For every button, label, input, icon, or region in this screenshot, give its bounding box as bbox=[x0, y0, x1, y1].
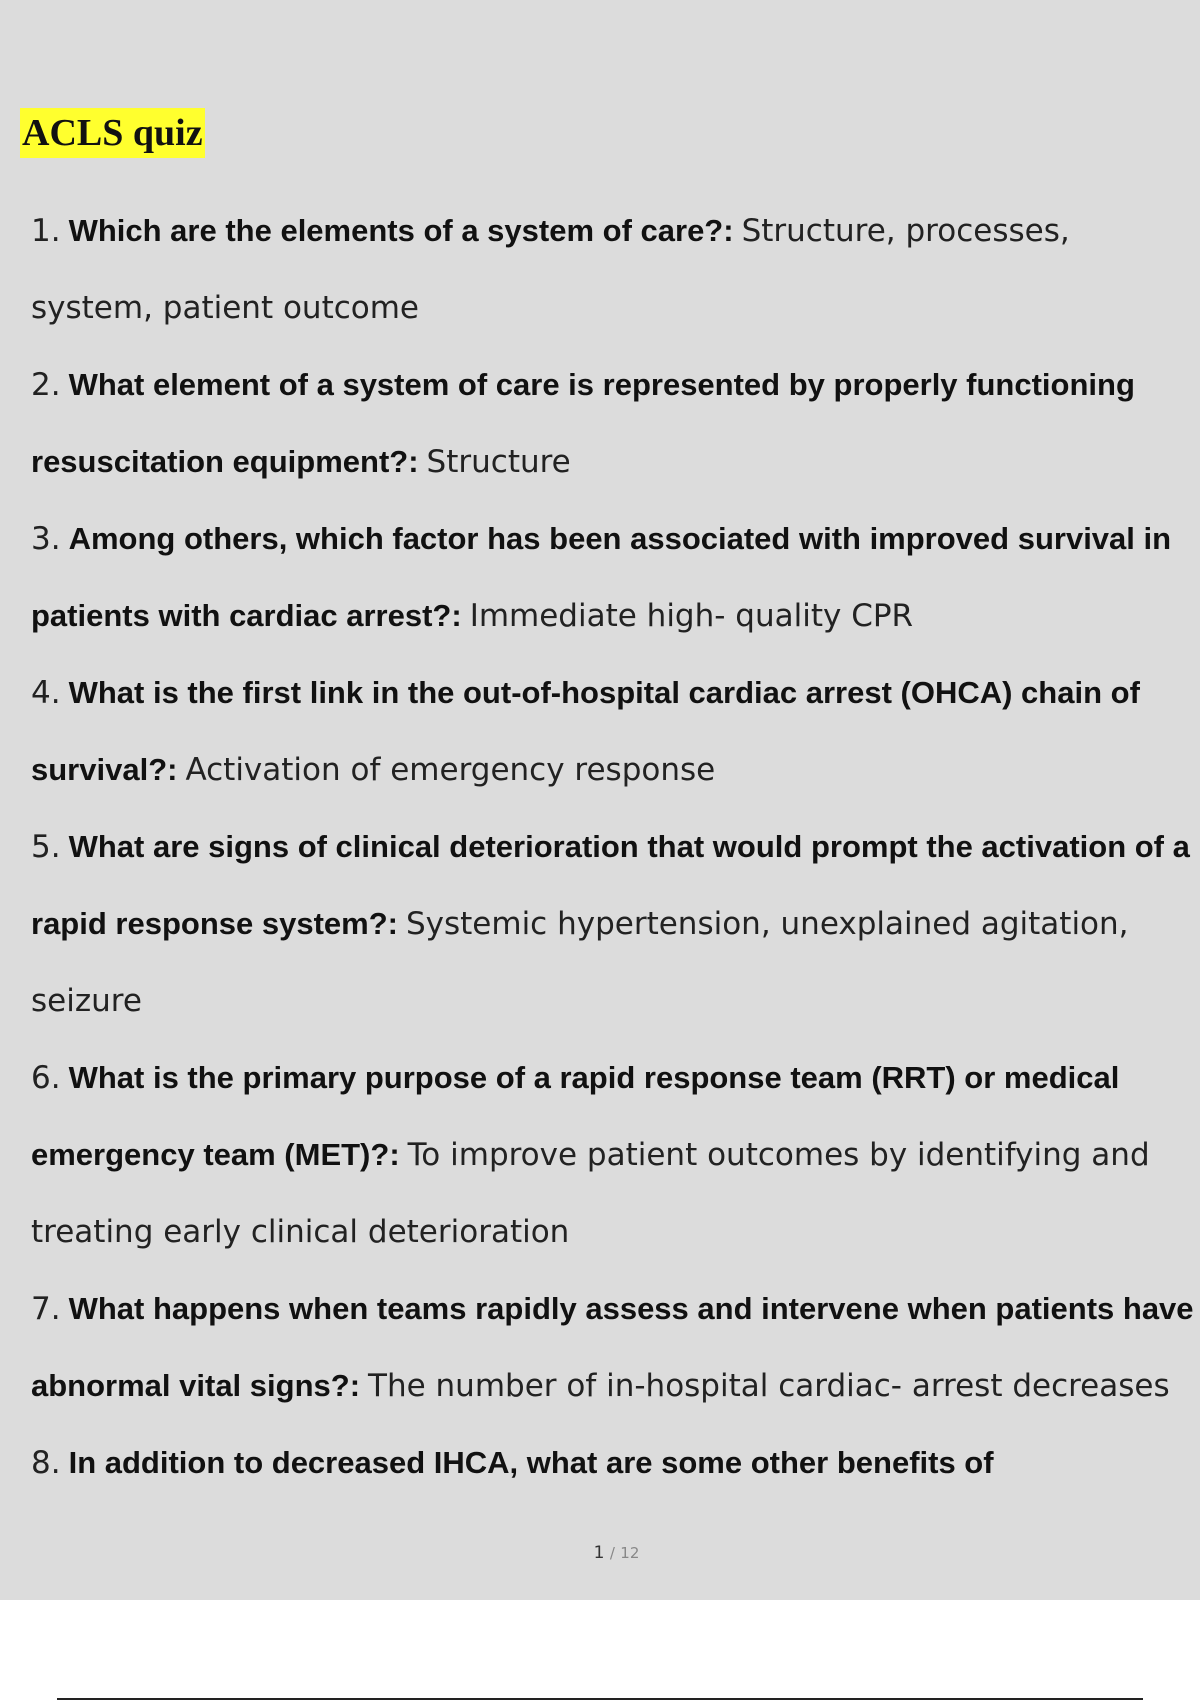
question-text: What happens when teams rapidly assess and intervene when patients have abnormal vital signs?: bbox=[31, 1291, 1194, 1403]
list-item bbox=[0, 346, 1200, 500]
question-text: Which are the elements of a system of care?: bbox=[68, 213, 734, 248]
item-number: 8. bbox=[31, 1445, 61, 1481]
question-text: In addition to decreased IHCA, what are some other benefits of bbox=[68, 1445, 994, 1480]
answer-text: Activation of emergency response bbox=[185, 752, 716, 788]
answer-text: To improve patient outcomes by identifying and treating early clinical deterioration bbox=[31, 1137, 1150, 1250]
list-item bbox=[0, 1424, 1200, 1501]
list-item bbox=[0, 1039, 1200, 1270]
page-counter bbox=[0, 1543, 1200, 1563]
list-item bbox=[0, 192, 1200, 346]
item-number: 2. bbox=[31, 367, 61, 403]
item-number: 3. bbox=[31, 521, 61, 557]
item-number: 4. bbox=[31, 675, 61, 711]
list-item bbox=[0, 500, 1200, 654]
list-item bbox=[0, 1270, 1200, 1424]
question-text: What are signs of clinical deterioration that would prompt the activation of a rapid response system?: bbox=[31, 829, 1190, 941]
qa-list bbox=[0, 192, 1200, 1501]
question-text: Among others, which factor has been associated with improved survival in patients with cardiac arrest?: bbox=[31, 521, 1172, 633]
page-title: ACLS quiz bbox=[20, 108, 205, 158]
answer-text: Structure bbox=[426, 444, 571, 480]
answer-text: Systemic hypertension, unexplained agitation, seizure bbox=[31, 906, 1129, 1019]
question-text: What is the primary purpose of a rapid response team (RRT) or medical emergency team (MET)?: bbox=[31, 1060, 1120, 1172]
item-number: 5. bbox=[31, 829, 61, 865]
page-total: 12 bbox=[620, 1544, 640, 1562]
question-text: What is the first link in the out-of-hospital cardiac arrest (OHCA) chain of survival?: bbox=[31, 675, 1140, 787]
question-text: What element of a system of care is represented by properly functioning resuscitation equipment?: bbox=[31, 367, 1135, 479]
answer-text: Structure, processes, system, patient outcome bbox=[31, 213, 1070, 326]
page-current: 1 bbox=[593, 1543, 605, 1563]
answer-text: The number of in-hospital cardiac- arrest decreases bbox=[368, 1368, 1170, 1404]
answer-text: Immediate high- quality CPR bbox=[469, 598, 914, 634]
page-separator: / bbox=[609, 1544, 615, 1562]
list-item bbox=[0, 808, 1200, 1039]
item-number: 1. bbox=[31, 213, 61, 249]
item-number: 7. bbox=[31, 1291, 61, 1327]
item-number: 6. bbox=[31, 1060, 61, 1096]
list-item bbox=[0, 654, 1200, 808]
